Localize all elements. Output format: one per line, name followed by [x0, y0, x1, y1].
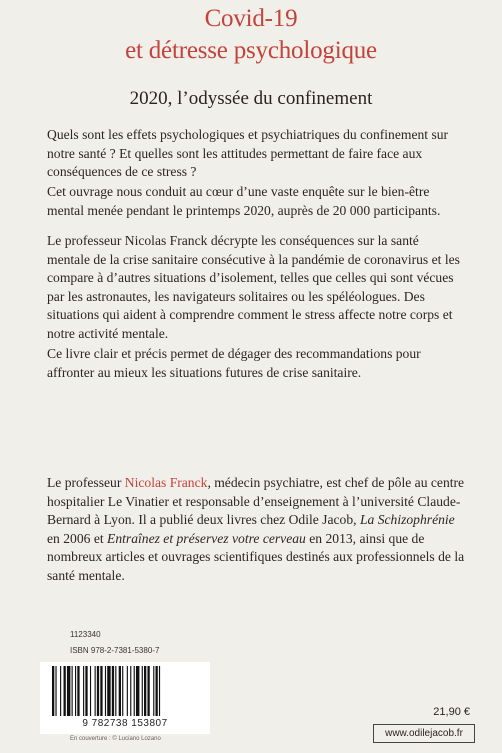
subtitle: 2020, l’odyssée du confinement [129, 88, 373, 109]
barcode-bar [107, 666, 110, 716]
barcode-bar [90, 666, 91, 716]
barcode-bar [77, 666, 79, 716]
barcode-bar [156, 666, 158, 716]
barcode-bar [85, 666, 87, 716]
barcode-bar [153, 666, 154, 716]
cover-credit: En couverture : © Luciano Lozano [70, 736, 161, 742]
book-title-2: Entraînez et préservez votre cerveau [107, 530, 306, 546]
price: 21,90 € [433, 706, 470, 718]
barcode [40, 662, 210, 734]
paragraph-2: Cet ouvrage nous conduit au cœur d’une vaste enquête sur le bien-être mental menée pendant le printemps 2020, auprès de 20 000 participants. [47, 184, 441, 218]
paragraph-3: Le professeur Nicolas Franck décrypte les conséquences sur la santé mentale de la crise sanitaire consécutive à la pandémie de coronavirus et les compare à d’autres situations d’isolement, telles que celles qui sont vécues par les astronautes, les navigateurs solitaires ou les spéléologues. Des situations qui aident à comprendre comment le stress affecte notre corps et notre activité mentale. [47, 233, 460, 341]
barcode-bar [134, 666, 135, 716]
barcode-bar [52, 666, 54, 716]
book-title-1: La Schizophrénie [359, 512, 455, 527]
barcode-bar [64, 666, 66, 716]
barcode-bar [100, 666, 102, 716]
barcode-bar [75, 666, 76, 716]
barcode-bar [159, 666, 160, 716]
title-line-2: et détresse psychologique [125, 37, 377, 64]
bio-ending: en 2013, ainsi que de nombreux articles et ouvrages scientifiques destinés aux professionnels de la santé mentale. [47, 530, 465, 583]
barcode-bar [122, 666, 123, 716]
author-bio [47, 474, 465, 585]
barcode-bar [60, 666, 61, 716]
barcode-bar [127, 666, 128, 716]
paragraph-1: Quels sont les effets psychologiques et psychiatriques du confinement sur notre santé ? Et quelles sont les attitudes permettant de faire face aux conséquences de ce stress ? [47, 127, 449, 179]
bio-text: , médecin psychiatre, est chef de pôle au centre hospitalier Le Vinatier et responsable d’enseignement à l’université Claude-Bernard à Lyon. Il a publié deux livres chez Odile Jacob, [47, 475, 465, 527]
bio-connector: en 2006 et [47, 530, 108, 546]
barcode-bar [83, 666, 84, 716]
barcode-bar [144, 666, 146, 716]
bio-intro: Le professeur [47, 475, 125, 490]
barcode-bar [115, 666, 116, 716]
barcode-bar [95, 666, 96, 716]
barcode-bar [67, 666, 70, 716]
barcode-bar [119, 666, 121, 716]
barcode-bar [142, 666, 143, 716]
isbn: ISBN 978-2-7381-5380-7 [70, 646, 160, 655]
publisher-website: www.odilejacob.fr [373, 724, 475, 743]
barcode-bar [130, 666, 131, 716]
product-code: 1123340 [70, 630, 101, 639]
title-line-1: Covid-19 [204, 5, 298, 32]
barcode-bar [105, 666, 106, 716]
barcode-digits: 9 782738 153807 [82, 718, 168, 729]
barcode-bar [72, 666, 73, 716]
barcode-bar [147, 666, 149, 716]
barcode-bar [97, 666, 99, 716]
barcode-bar [55, 666, 56, 716]
paragraph-4: Ce livre clair et précis permet de dégager des recommandations pour affronter au mieux les situations futures de crise sanitaire. [47, 346, 421, 380]
barcode-bar [112, 666, 114, 716]
barcode-bar [136, 666, 139, 716]
author-name: Nicolas Franck [124, 475, 208, 490]
barcode-bars [52, 666, 204, 716]
